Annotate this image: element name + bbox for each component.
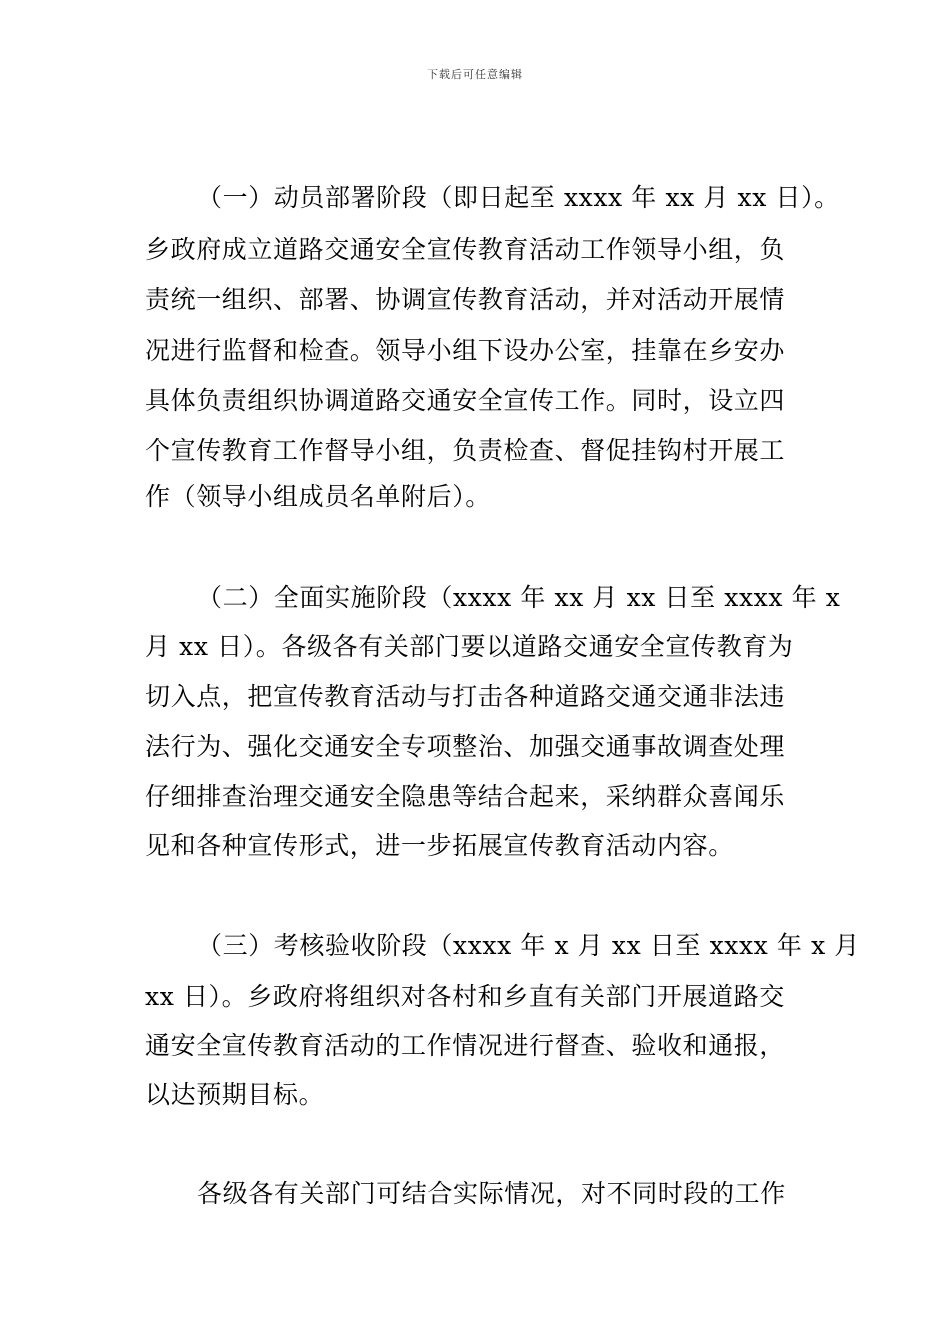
paragraph-1-line-6: 个宣传教育工作督导小组，负责检查、督促挂钩村开展工 (145, 436, 786, 465)
paragraph-2-line-1: （二）全面实施阶段（xxxx 年 xx 月 xx 日至 xxxx 年 x (197, 583, 841, 612)
paragraph-1-line-7: 作（领导小组成员名单附后）。 (145, 482, 491, 511)
paragraph-2-line-5: 仔细排查治理交通安全隐患等结合起来，采纳群众喜闻乐 (145, 782, 786, 811)
page-header: 下载后可任意编辑 (427, 68, 523, 81)
paragraph-3-line-2: xx 日）。乡政府将组织对各村和乡直有关部门开展道路交 (145, 982, 785, 1011)
paragraph-3-line-3: 通安全宣传教育活动的工作情况进行督查、验收和通报， (145, 1031, 786, 1060)
paragraph-1-line-1: （一）动员部署阶段（即日起至 xxxx 年 xx 月 xx 日）。 (197, 183, 840, 212)
paragraph-3-line-4: 以达预期目标。 (145, 1080, 325, 1109)
paragraph-2-line-3: 切入点，把宣传教育活动与打击各种道路交通交通非法违 (145, 682, 786, 711)
paragraph-1-line-4: 况进行监督和检查。领导小组下设办公室，挂靠在乡安办 (145, 336, 786, 365)
paragraph-2-line-6: 见和各种宣传形式，进一步拓展宣传教育活动内容。 (145, 831, 734, 860)
paragraph-2-line-4: 法行为、强化交通安全专项整治、加强交通事故调查处理 (145, 732, 786, 761)
paragraph-2-line-2: 月 xx 日）。各级各有关部门要以道路交通安全宣传教育为 (145, 632, 794, 661)
paragraph-4-line-1: 各级各有关部门可结合实际情况，对不同时段的工作 (197, 1179, 786, 1208)
paragraph-1-line-3: 责统一组织、部署、协调宣传教育活动，并对活动开展情 (145, 285, 786, 314)
paragraph-1-line-5: 具体负责组织协调道路交通安全宣传工作。同时，设立四 (145, 386, 786, 415)
paragraph-3-line-1: （三）考核验收阶段（xxxx 年 x 月 xx 日至 xxxx 年 x 月 (197, 931, 860, 960)
paragraph-1-line-2: 乡政府成立道路交通安全宣传教育活动工作领导小组，负 (145, 235, 786, 264)
